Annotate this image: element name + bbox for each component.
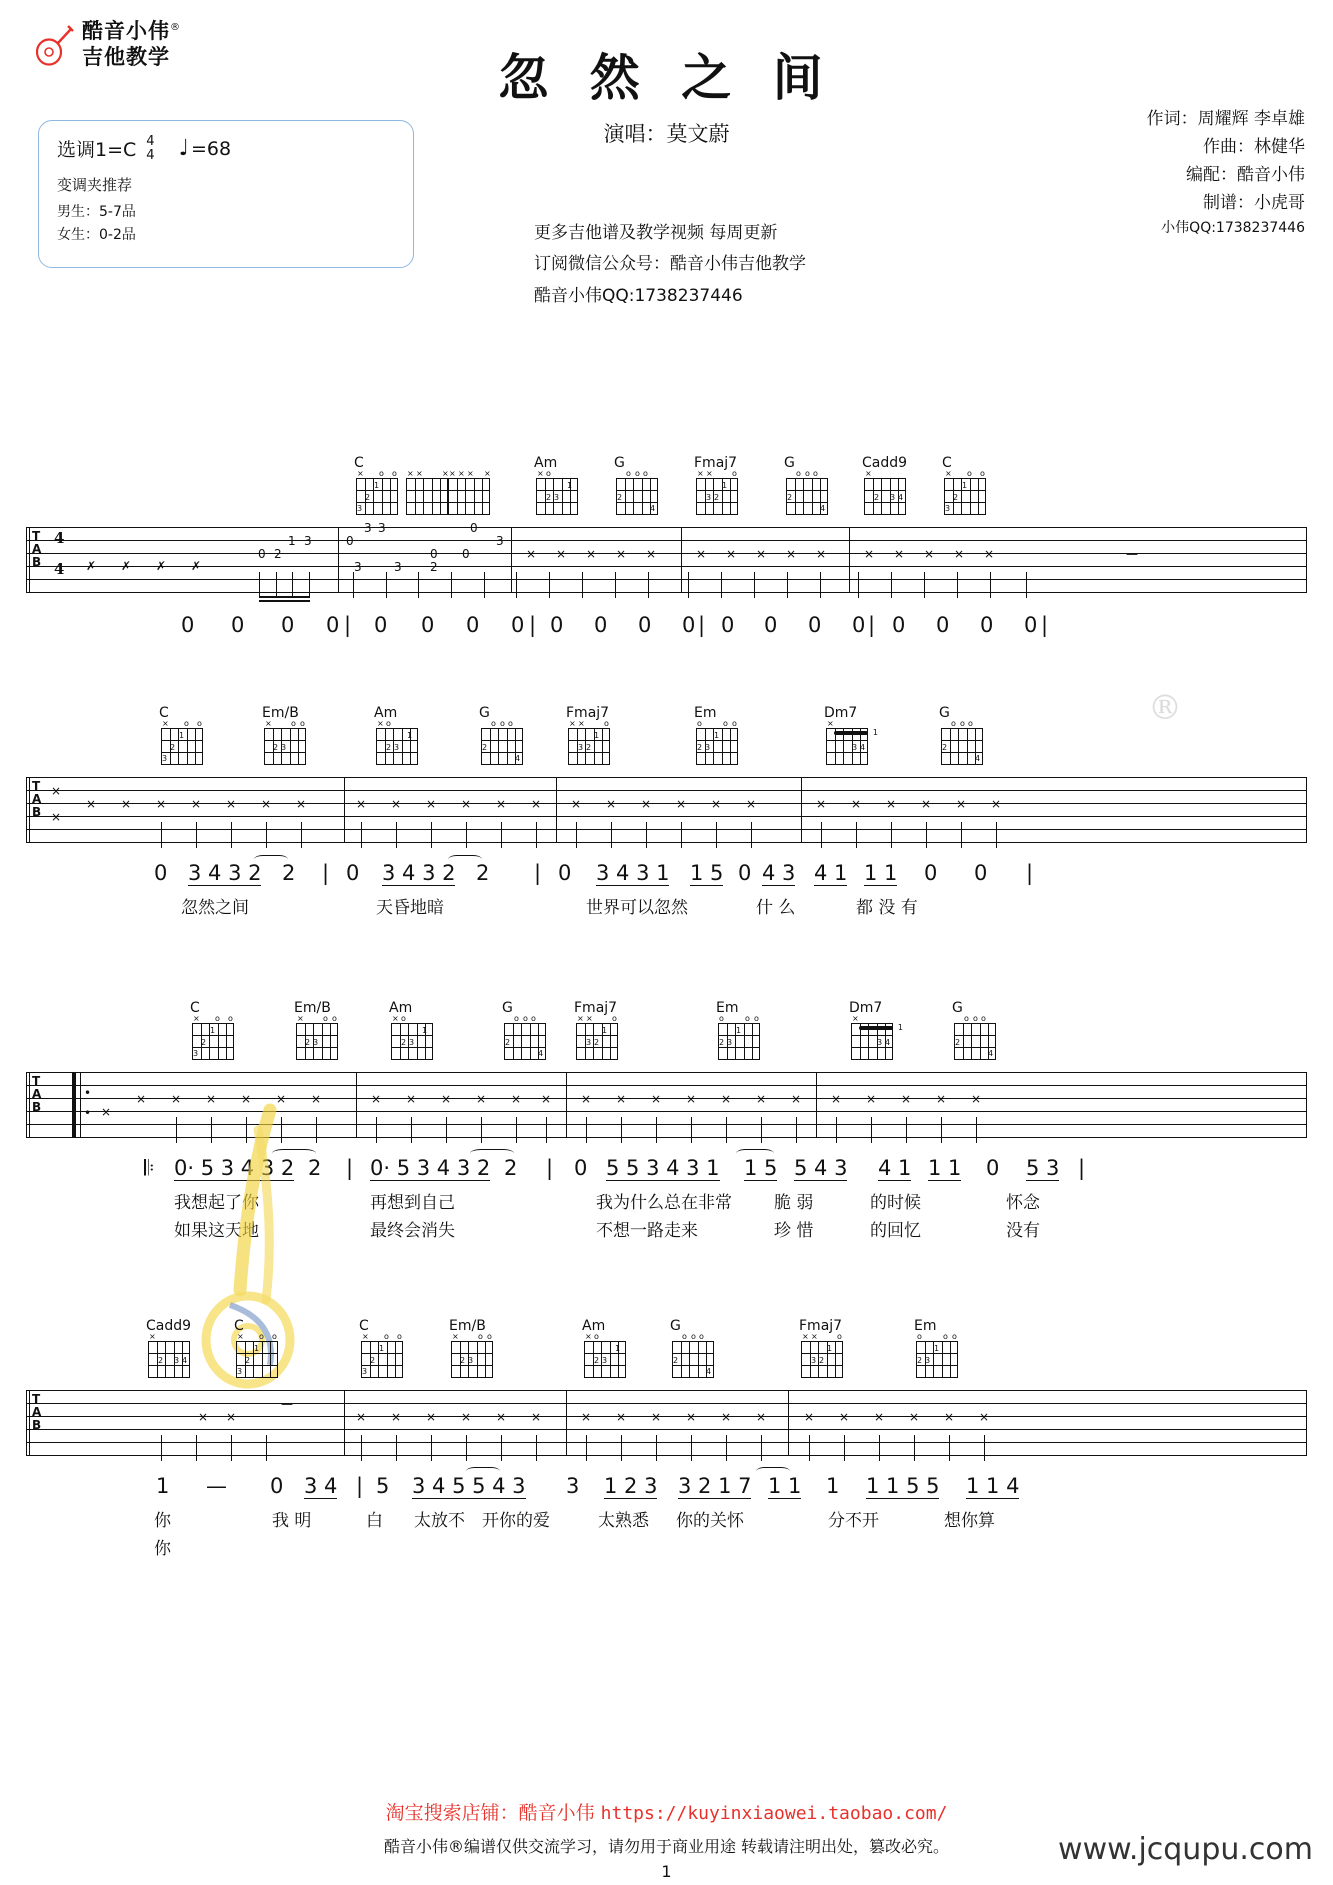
staff-time-sig-top: 4 — [54, 529, 65, 547]
lyric-segment: 我为什么总在非常 — [596, 1193, 732, 1213]
chord-diagram — [564, 705, 618, 766]
chord-name: Am — [374, 705, 398, 721]
chord-grid: × ο ο 1 2 3 — [162, 719, 202, 763]
lyric-row-4b — [26, 1534, 1307, 1560]
taobao-url[interactable]: https://kuyinxiaowei.taobao.com/ — [600, 1803, 948, 1824]
repeat-dot: • — [84, 1086, 92, 1100]
lyric-segment: 开你的爱 — [482, 1511, 550, 1531]
chord-diagram — [232, 1318, 286, 1379]
chord-name: Cadd9 — [146, 1318, 192, 1334]
chord-grid: × ο ο 1 2 3 — [945, 469, 985, 513]
promo-line-3: 酷音小伟QQ:1738237446 — [534, 285, 743, 306]
lyric-segment: 你 — [154, 1539, 171, 1559]
system-1 — [0, 455, 1333, 643]
lyric-segment: 没有 — [1006, 1221, 1040, 1241]
system-4 — [0, 1318, 1333, 1560]
watermark-registered: ® — [1148, 688, 1182, 728]
chord-name: Fmaj7 — [566, 705, 610, 721]
chord-name: Fmaj7 — [694, 455, 738, 471]
tab-clef-label: T A B — [32, 529, 42, 569]
site-watermark: www.jcqupu.com — [1058, 1832, 1313, 1867]
credit-lyricist: 作词：周耀辉 李卓雄 — [1146, 109, 1305, 129]
promo-line-2: 订阅微信公众号：酷音小伟吉他教学 — [534, 254, 806, 275]
quarter-note-icon: ♩ — [178, 136, 189, 162]
melody-number-row-4: 1 — 0 3 4 | 5 3 4 5 5 4 3 3 1 2 3 3 2 1 7 1 1 1 1 1 5 5 1 1 4 — [26, 1474, 1307, 1504]
lyric-row-3b — [26, 1216, 1307, 1242]
tab-clef-label: T A B — [32, 1074, 42, 1114]
brand-line-1: 酷音小伟 — [82, 19, 170, 43]
melody-number-row-3: 𝄆 0· 5 3 4 3 2 2 | 0· 5 3 4 3 2 2 | 0 5 5 3 4 3 1 1 5 5 4 3 4 1 1 1 0 5 3 | — [26, 1156, 1307, 1186]
credit-composer: 作曲：林健华 — [1203, 137, 1305, 158]
lyric-segment: 忽然之间 — [181, 898, 249, 918]
key-label: 选调1=C — [57, 139, 137, 162]
repeat-dot: • — [84, 1106, 92, 1120]
lyric-segment: 我想起了你 — [174, 1193, 259, 1213]
chord-diagram — [860, 455, 914, 516]
lyric-segment: 珍 惜 — [774, 1221, 814, 1241]
lyric-row-2 — [26, 893, 1307, 919]
chord-name: Am — [582, 1318, 606, 1334]
chord-grid: × × ο 1 2 3 — [692, 472, 742, 516]
lyric-segment: 什 么 — [756, 898, 796, 918]
tab-staff-3: T A B • • × × × × × × × × × × × × × × × × × × × × × × × × × — [26, 1072, 1307, 1150]
chord-grid: × ο ο 2 3 — [292, 1017, 342, 1061]
chord-grid: × ο ο 2 3 — [447, 1335, 497, 1379]
chord-diagram — [477, 705, 531, 766]
chord-diagram — [188, 1000, 242, 1061]
chord-grid: × ο ο 1 2 3 — [237, 1332, 277, 1376]
chord-grid: × 1 3 4 — [847, 1017, 897, 1061]
chord-grid: ο ο ο 1 2 3 — [912, 1335, 962, 1379]
chord-grid: × ο 1 2 3 — [372, 722, 422, 766]
chord-diagram — [387, 1000, 441, 1061]
lyric-segment: 如果这天地 — [174, 1221, 259, 1241]
chord-grid: × ο ο 2 3 — [260, 722, 310, 766]
chord-name: C — [354, 455, 364, 471]
chord-diagram — [357, 1318, 411, 1379]
chord-diagram — [292, 1000, 346, 1061]
credits-block — [1147, 105, 1305, 240]
melody-number-row-1: 0 0 0 0 | 0 0 0 0 | 0 0 0 0 | 0 0 0 0 | 0 0 0 0 | — [181, 613, 1049, 637]
chord-grid: ο ο ο 1 2 3 — [714, 1017, 764, 1061]
chord-grid: ο ο ο 1 2 3 — [692, 722, 742, 766]
chord-grid: × 2 3 4 — [860, 472, 910, 516]
lyric-segment: 都 没 有 — [856, 898, 918, 918]
chord-diagram — [692, 705, 746, 766]
chord-diagram — [950, 1000, 1004, 1061]
chord-grid: ο ο ο 2 4 — [477, 722, 527, 766]
repeat-start-sign: 𝄆 — [144, 1156, 155, 1180]
chord-name: C — [359, 1318, 369, 1334]
lyric-segment: 太熟悉 — [598, 1511, 649, 1531]
chord-diagram — [668, 1318, 722, 1379]
page-title: 忽 然 之 间 — [498, 48, 835, 107]
lyric-segment: 再想到自己 — [370, 1193, 455, 1213]
chord-grid: × 1 3 4 — [822, 722, 872, 766]
chord-diagram — [912, 1318, 966, 1379]
chord-name: C — [942, 455, 952, 471]
chord-name: G — [614, 455, 625, 471]
lyric-segment: 不想一路走来 — [596, 1221, 698, 1241]
credit-arranger: 编配：酷音小伟 — [1186, 165, 1305, 186]
chord-grid: ο ο ο 2 4 — [668, 1335, 718, 1379]
chord-diagram — [572, 1000, 626, 1061]
chord-diagram — [937, 705, 991, 766]
chord-diagram — [144, 1318, 198, 1379]
chord-name: Am — [389, 1000, 413, 1016]
chord-name: Em/B — [449, 1318, 486, 1334]
lyric-segment: 你的关怀 — [676, 1511, 744, 1531]
lyric-row-4a — [26, 1506, 1307, 1532]
chord-diagram — [532, 455, 586, 516]
chord-grid: × ο 1 2 3 — [532, 472, 582, 516]
system-2 — [0, 705, 1333, 919]
tab-staff-4: T A B × × — × × × × × × × × × × × × × × × × × × — [26, 1390, 1307, 1468]
chord-diagram — [260, 705, 314, 766]
chord-diagram — [847, 1000, 901, 1061]
lyric-segment: 的时候 — [870, 1193, 921, 1213]
chord-name: Em/B — [294, 1000, 331, 1016]
chord-name: G — [502, 1000, 513, 1016]
capo-male: 男生：5-7品 — [57, 204, 136, 221]
system-3 — [0, 1000, 1333, 1242]
capo-title: 变调夹推荐 — [57, 176, 133, 195]
lyric-segment: 你 — [154, 1511, 171, 1531]
chord-diagram — [352, 455, 406, 516]
time-sig-top: 4 — [146, 134, 155, 149]
chord-grid: ο ο ο 2 4 — [612, 472, 662, 516]
chord-grid: × 2 3 4 — [144, 1335, 194, 1379]
chord-name: Am — [534, 455, 558, 471]
lyric-segment: 分不开 — [828, 1511, 879, 1531]
chord-grid: ο ο ο 2 4 — [782, 472, 832, 516]
lyric-row-3a — [26, 1188, 1307, 1214]
chord-grid: × ο 1 2 3 — [580, 1335, 630, 1379]
chord-name: G — [784, 455, 795, 471]
chord-name: Em — [694, 705, 717, 721]
singer-label: 演唱：莫文蔚 — [603, 122, 730, 146]
lyric-segment: 怀念 — [1006, 1193, 1040, 1213]
tab-staff-1: T A B 4 4 ✗ ✗ ✗ ✗ 0 2 1 3 0 3 3 3 3 0 0 2 0 3 × × × × × × × × × × × × × × × — — [26, 527, 1307, 605]
chord-name: Em — [716, 1000, 739, 1016]
taobao-promo — [0, 1798, 1333, 1825]
chord-name: Em/B — [262, 705, 299, 721]
chord-diagram — [714, 1000, 768, 1061]
brand-registered: ® — [170, 22, 181, 33]
chord-name: Dm7 — [824, 705, 858, 721]
chord-diagram-row-1 — [0, 455, 1333, 527]
lyric-segment: 最终会消失 — [370, 1221, 455, 1241]
chord-name: Cadd9 — [862, 455, 908, 471]
lyric-segment: 的回忆 — [870, 1221, 921, 1241]
time-signature — [146, 135, 154, 162]
chord-name: Em — [914, 1318, 937, 1334]
chord-grid: ο ο ο 2 4 — [950, 1017, 1000, 1061]
chord-diagram — [580, 1318, 634, 1379]
chord-grid: × ο ο 1 2 3 — [357, 469, 397, 513]
lyric-segment: 天昏地暗 — [376, 898, 444, 918]
chord-diagram — [822, 705, 876, 766]
chord-diagram — [940, 455, 994, 516]
chord-diagram — [447, 1318, 501, 1379]
lyric-segment: 白 — [366, 1511, 383, 1531]
chord-grid: × × ο 1 2 3 — [572, 1017, 622, 1061]
tab-staff-2: T A B × × × × × × × × × × × × × × × × × × × × × × × × × × × — [26, 777, 1307, 855]
chord-name: C — [234, 1318, 244, 1334]
chord-diagram-row-3 — [0, 1000, 1333, 1072]
chord-name: Dm7 — [849, 1000, 883, 1016]
chord-name: C — [159, 705, 169, 721]
time-sig-bottom: 4 — [146, 147, 155, 163]
chord-diagram — [612, 455, 666, 516]
page-number: 1 — [661, 1862, 672, 1881]
chord-diagram — [797, 1318, 851, 1379]
staff-time-sig-bottom: 4 — [54, 560, 65, 578]
melody-number-row-2: 0 3 4 3 2 2 | 0 3 4 3 2 2 | 0 3 4 3 1 1 5 0 4 3 4 1 1 1 0 0 | — [26, 861, 1307, 891]
lyric-segment: 世界可以忽然 — [586, 898, 688, 918]
lyric-segment: 我 明 — [272, 1511, 312, 1531]
lyric-segment: 想你算 — [944, 1511, 995, 1531]
chord-name: C — [190, 1000, 200, 1016]
disclaimer-text: 酷音小伟®编谱仅供交流学习，请勿用于商业用途 转载请注明出处，篡改必究。 — [383, 1837, 950, 1856]
key-info-box — [38, 120, 414, 268]
lyric-segment: 脆 弱 — [774, 1193, 814, 1213]
chord-diagram — [500, 1000, 554, 1061]
tab-clef-label: T A B — [32, 1392, 42, 1432]
taobao-label: 淘宝搜索店铺：酷音小伟 — [385, 1802, 595, 1824]
chord-diagram — [372, 705, 426, 766]
chord-diagram-row-2 — [0, 705, 1333, 777]
tempo-marking — [179, 136, 232, 161]
chord-grid: ο ο ο 2 4 — [937, 722, 987, 766]
promo-line-1: 更多吉他谱及教学视频 每周更新 — [534, 223, 778, 243]
chord-grid: × ο 1 2 3 — [387, 1017, 437, 1061]
chord-name: G — [670, 1318, 681, 1334]
chord-grid: ο ο ο 2 4 — [500, 1017, 550, 1061]
chord-grid: × × × — [402, 472, 452, 516]
chord-diagram — [782, 455, 836, 516]
brand-line-2: 吉他教学 — [82, 45, 170, 70]
chord-grid: × ο ο 1 2 3 — [362, 1332, 402, 1376]
chord-grid: × ο ο 1 2 3 — [193, 1014, 233, 1058]
credit-transcriber: 制谱：小虎哥 — [1203, 193, 1305, 214]
chord-diagram-row-4 — [0, 1318, 1333, 1390]
chord-grid: × × ο 1 2 3 — [797, 1335, 847, 1379]
capo-female: 女生：0-2品 — [57, 227, 136, 244]
promo-block — [534, 218, 806, 312]
chord-name: Fmaj7 — [574, 1000, 618, 1016]
tempo-value: =68 — [190, 137, 232, 160]
chord-name: G — [939, 705, 950, 721]
chord-diagram — [444, 455, 498, 516]
lyric-segment: 太放不 — [414, 1511, 465, 1531]
chord-grid: × × × × — [444, 472, 494, 516]
chord-diagram — [157, 705, 211, 766]
chord-grid: × × ο 1 2 3 — [564, 722, 614, 766]
tab-clef-label: T A B — [32, 779, 42, 819]
chord-name: G — [479, 705, 490, 721]
chord-name: G — [952, 1000, 963, 1016]
chord-diagram — [692, 455, 746, 516]
chord-name: Fmaj7 — [799, 1318, 843, 1334]
credit-qq: 小伟QQ:1738237446 — [1161, 220, 1305, 237]
